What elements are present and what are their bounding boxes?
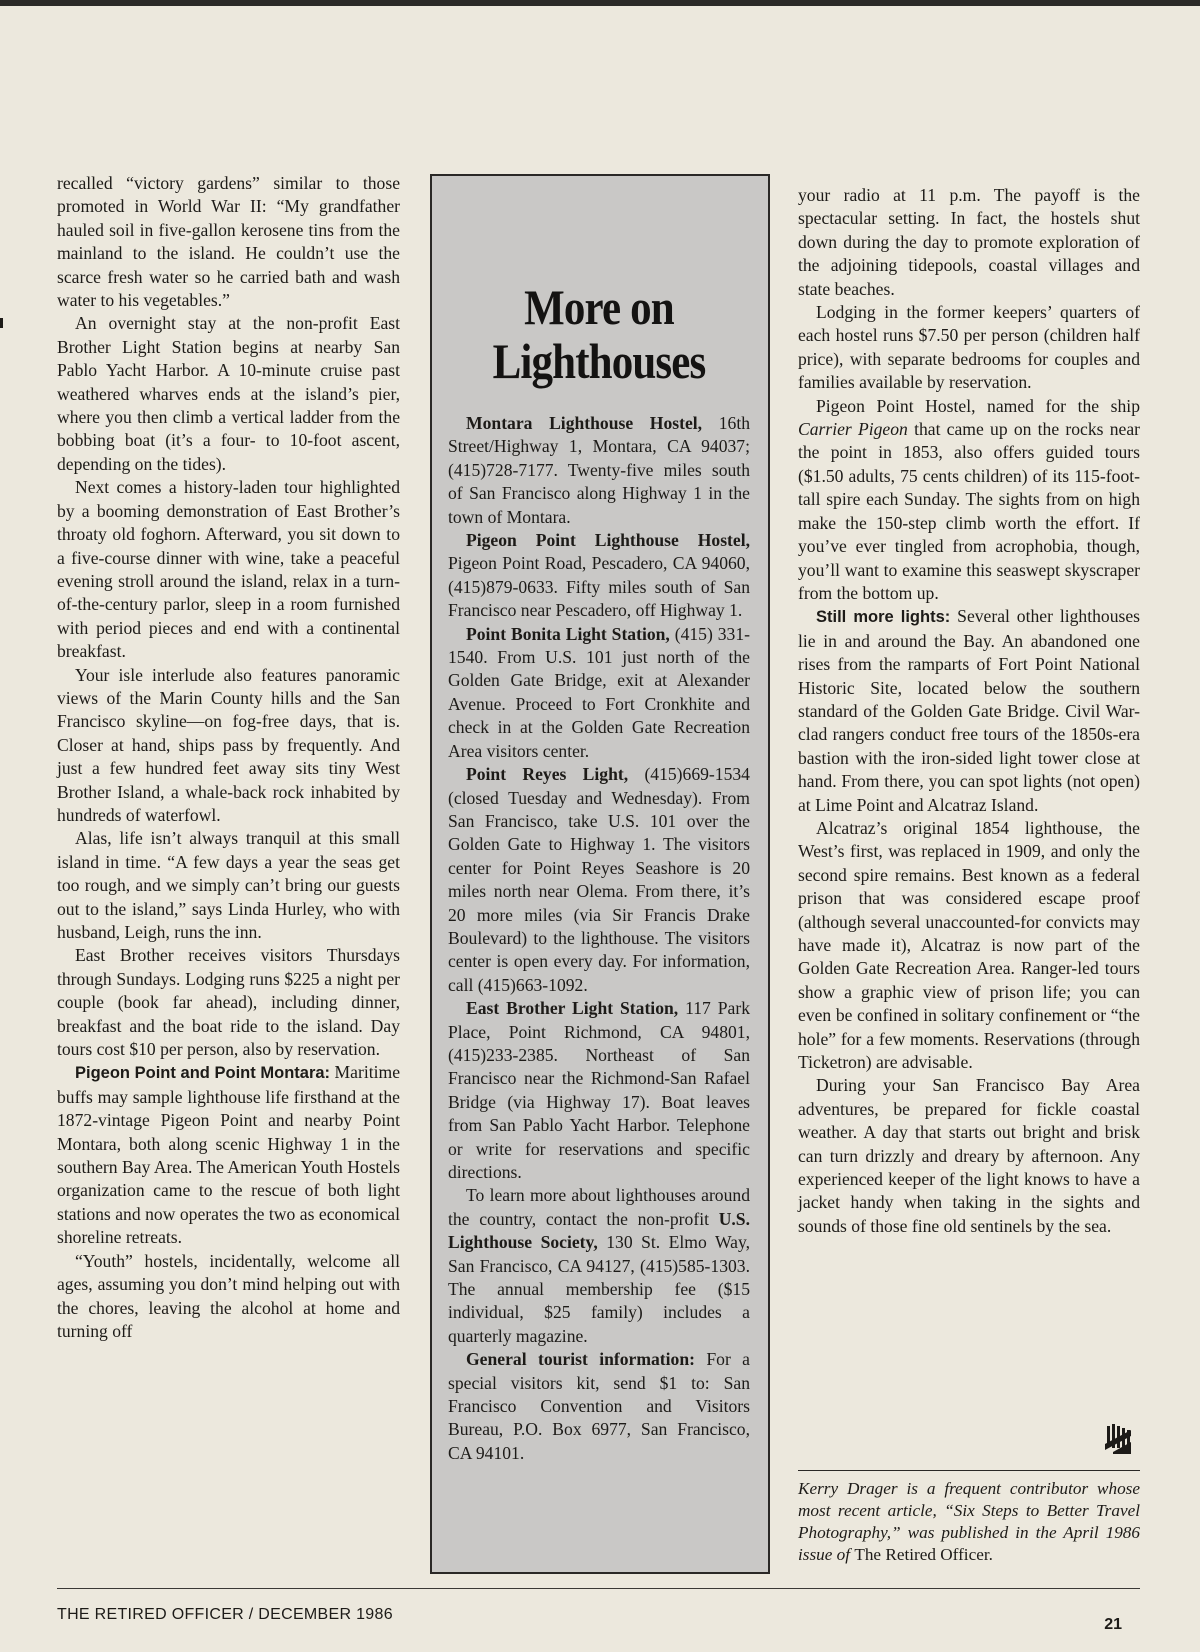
entry-text: 130 St. Elmo Way, San Francisco, CA 94127, (415)585-1303. The annual membership fee ($15 individual, $25 family) includes a quarterly magazine. xyxy=(448,1232,751,1346)
entry-text: (415) 331-1540. From U.S. 101 just north of the Golden Gate Bridge, exit at Alexander Avenue. Proceed to Fort Cronkhite and check in at the Golden Gate Recreation Area visitors center. xyxy=(448,623,750,761)
right-paragraph: Lodging in the former keepers’ quarters of each hostel runs $7.50 per person (children half price), with separate bedrooms for couples and families available by reservation. xyxy=(798,302,1140,393)
entry-text: 117 Park Place, Point Richmond, CA 94801, (415)233-2385. Northeast of San Francisco near the Richmond-San Rafael Bridge (via Highway 17). Boat leaves from San Pablo Yacht Harbor. Telephone or write for reservations and specific directions. xyxy=(448,998,750,1182)
sidebar-entry xyxy=(448,1184,750,1348)
margin-mark xyxy=(0,318,3,328)
sidebar-entry xyxy=(448,763,750,997)
paragraph-text: Pigeon Point Hostel, named for the ship xyxy=(816,395,1140,416)
entry-name: Point Reyes Light, xyxy=(466,764,629,785)
left-paragraph: Next comes a history-laden tour highlighted by a booming demonstration of East Brother’s throaty old foghorn. Afterward, you sit down to a five-course dinner with wine, take a peaceful evening stroll around the island, relax in a turn-of-the-century parlor, sleep in a room furnished with period pieces and end with a continental breakfast. xyxy=(57,477,400,662)
publication-line: THE RETIRED OFFICER / DECEMBER 1986 xyxy=(57,1606,393,1623)
sidebar-entry xyxy=(448,412,750,529)
entry-name: East Brother Light Station, xyxy=(466,998,679,1019)
entry-name: General tourist information: xyxy=(466,1349,695,1370)
right-paragraph xyxy=(798,395,1140,606)
right-column xyxy=(798,184,1140,1238)
sidebar-title-line: More on xyxy=(524,279,674,335)
sidebar-title xyxy=(469,280,729,388)
sidebar-entry xyxy=(448,1348,750,1465)
paragraph-text: Several other lighthouses lie in and around the Bay. An abandoned one rises from the ramparts of Fort Point National Historic Site, located below the southern standard of the Golden Gate Bridge. Civil War-clad rangers conduct free tours of the 1850s-era bastion with the iron-sided light tower close at hand. From there, you can spot lights (not open) at Lime Point and Alcatraz Island. xyxy=(798,606,1140,815)
entry-name: Pigeon Point Lighthouse Hostel, xyxy=(466,530,750,551)
entry-text: To learn more about lighthouses around the country, contact the non-profit xyxy=(448,1185,750,1229)
right-paragraph: your radio at 11 p.m. The payoff is the spectacular setting. In fact, the hostels shut down during the day to promote exploration of the adjoining tidepools, coastal villages and state beaches. xyxy=(798,185,1140,299)
sidebar-entry xyxy=(448,529,750,623)
left-paragraph: An overnight stay at the non-profit East Brother Light Station begins at nearby San Pablo Yacht Harbor. A 10-minute cruise past weathered wharves ends at the island’s pier, where you then climb a vertical ladder from the bobbing boat (it’s a four- to 10-foot ascent, depending on the tides). xyxy=(57,313,400,474)
left-paragraph xyxy=(57,1061,400,1249)
entry-name: U.S. Lighthouse Society, xyxy=(448,1208,750,1253)
entry-text: (415)669-1534 (closed Tuesday and Wednesday). From San Francisco, take U.S. 101 over the Golden Gate to Highway 1. The visitors center for Point Reyes Seashore is 20 miles north near Olema. From there, it’s 20 more miles (via Sir Francis Drake Boulevard) to the lighthouse. The visitors center is open every day. For information, call (415)663-1092. xyxy=(448,764,750,995)
entry-text: Pigeon Point Road, Pescadero, CA 94060, (415)879-0633. Fifty miles south of San Francisco near Pescadero, off Highway 1. xyxy=(448,553,750,621)
bio-text: Kerry Drager is a frequent contributor whose most recent article, “Six Steps to Better Travel Photography,” was published in the April 1986 issue of xyxy=(798,1479,1140,1564)
sidebar-title-line: Lighthouses xyxy=(492,333,706,389)
left-column xyxy=(57,172,400,1343)
sidebar-body xyxy=(448,412,750,1465)
top-edge-rule xyxy=(0,0,1200,6)
sidebar-entry xyxy=(448,623,750,763)
entry-name: Point Bonita Light Station, xyxy=(466,623,670,644)
magazine-name: The Retired Officer. xyxy=(854,1545,993,1564)
author-bio xyxy=(798,1478,1140,1566)
left-paragraph: Alas, life isn’t always tranquil at this small island in time. “A few days a year the seas get too rough, and we simply can’t bring our guests out to the island,” says Linda Hurley, who with husband, Leigh, runs the inn. xyxy=(57,828,400,942)
entry-text: For a special visitors kit, send $1 to: San Francisco Convention and Visitors Bureau, P.O. Box 6977, San Francisco, CA 94101. xyxy=(448,1349,750,1463)
footer-divider xyxy=(57,1588,1140,1589)
left-paragraph: “Youth” hostels, incidentally, welcome all ages, assuming you don’t mind helping out with the chores, leaving the alcohol at home and turning off xyxy=(57,1250,400,1341)
end-mark-logo-icon xyxy=(1101,1422,1135,1456)
right-paragraph: During your San Francisco Bay Area adventures, be prepared for fickle coastal weather. A day that starts out bright and brisk can turn drizzly and dreary by afternoon. Any experienced keeper of the light knows to have a jacket handy when taking in the sights and sounds of those fine old sentinels by the sea. xyxy=(798,1075,1140,1236)
sidebar-box xyxy=(430,174,770,1574)
bio-divider xyxy=(798,1470,1140,1471)
subhead: Still more lights: xyxy=(816,608,951,627)
paragraph-text: Maritime buffs may sample lighthouse life firsthand at the 1872-vintage Pigeon Point and nearby Point Montara, both along scenic Highway 1 in the southern Bay Area. The American Youth Hostels organization came to the rescue of both light stations and now operates the two as economical shoreline retreats. xyxy=(57,1062,401,1248)
paragraph-text: that came up on the rocks near the point in 1853, also offers guided tours ($1.50 adults, 75 cents children) of its 115-foot-tall spire each Sunday. The sights from on high make the 150-step climb worth the effort. If you’ve ever tingled from acrophobia, though, you’ll want to examine this seaswept skyscraper from the bottom up. xyxy=(798,419,1140,603)
ship-name: Carrier Pigeon xyxy=(798,419,908,440)
left-paragraph: East Brother receives visitors Thursdays through Sundays. Lodging runs $225 a night per couple (book far ahead), including dinner, breakfast and the boat ride to the island. Day tours cost $10 per person, also by reservation. xyxy=(57,945,400,1060)
sidebar-entry xyxy=(448,997,750,1184)
entry-name: Montara Lighthouse Hostel, xyxy=(466,413,703,433)
left-paragraph: recalled “victory gardens” similar to those promoted in World War II: “My grandfather hauled soil in five-gallon kerosene tins from the mainland to the island. He couldn’t use the scarce fresh water so he carried bath and wash water to his vegetables.” xyxy=(57,173,400,311)
subhead: Pigeon Point and Point Montara: xyxy=(75,1064,331,1083)
entry-text: 16th Street/Highway 1, Montara, CA 94037; (415)728-7177. Twenty-five miles south of San Francisco along Highway 1 in the town of Montara. xyxy=(448,413,750,527)
left-paragraph: Your isle interlude also features panoramic views of the Marin County hills and the San Francisco skyline—on fog-free days, that is. Closer at hand, ships pass by frequently. And just a few hundred feet away sits tiny West Brother Island, a whale-back rock inhabited by hundreds of waterfowl. xyxy=(57,664,400,825)
right-paragraph: Alcatraz’s original 1854 lighthouse, the West’s first, was replaced in 1909, and only the second spire remains. Best known as a federal prison that was considered escape proof (although several unaccounted-for convicts may have made it), Alcatraz is now part of the Golden Gate Recreation Area. Ranger-led tours show a graphic view of prison life; you can even be confined in solitary confinement or “the hole” for a few moments. Reservations (through Ticketron) are advisable. xyxy=(798,817,1140,1073)
right-paragraph xyxy=(798,605,1140,817)
page-number: 21 xyxy=(1104,1616,1122,1633)
